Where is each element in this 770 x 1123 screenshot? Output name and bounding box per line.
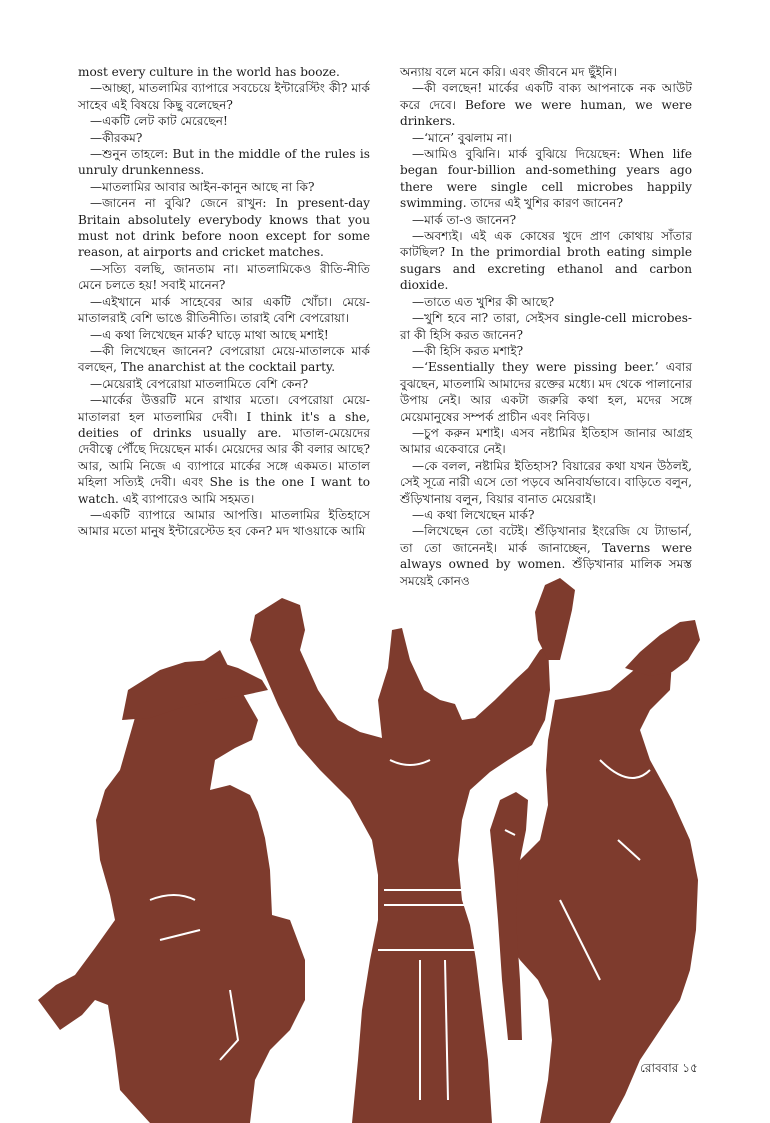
paragraph: —‘Essentially they were pissing beer.’ এবার বুঝছেন, মাতলামি আমাদের রক্তের মধ্যে। মদ থেকে পালানোর উপায় নেই। আর একটা জরুরি কথা হল, মদের সঙ্গে মেয়েমানুষের সম্পর্ক প্রাচীন এবং নিবিড়। xyxy=(400,360,692,424)
figure-anubis xyxy=(250,578,575,1123)
paragraph: —কী বলছেন! মার্কের একটি বাক্য আপনাকে নক আউট করে দেবে। Before we were human, we were drinkers. xyxy=(400,81,692,129)
paragraph: অন্যায় বলে মনে করি। এবং জীবনে মদ ছুঁইনি। xyxy=(400,65,617,79)
drinkers-illustration xyxy=(0,560,770,1123)
paragraph: —একটি ব্যাপারে আমার আপত্তি। মাতলামির ইতিহাসে আমার মতো মানুষ ইন্টারেস্টেড হব কেন? মদ খাওয়াকে আমি xyxy=(78,507,370,539)
paragraph: most every culture in the world has booze. xyxy=(78,65,340,79)
left-column xyxy=(78,64,370,540)
paragraph: —খুশি হবে না? তারা, সেইসব single-cell microbes-রা কী হিসি করত জানেন? xyxy=(400,311,692,342)
right-column xyxy=(400,64,692,589)
paragraph: —মাতলামির আবার আইন-কানুন আছে না কি? xyxy=(90,179,315,194)
page-folio: রোববার ১৫ xyxy=(640,1061,698,1075)
paragraph: —মার্ক তা-ও জানেন? xyxy=(412,212,517,227)
paragraph: —কে বলল, নষ্টামির ইতিহাস? বিয়ারের কথা যখন উঠলই, সেই সূত্রে নারী এসে তো পড়বে অনিবার্যভাবে। বাড়িতে বলুন, শুঁড়িখানায় বলুন, বিয়ার বানাত মেয়েরাই। xyxy=(400,458,692,506)
paragraph: —এইখানে মার্ক সাহেবের আর একটি খোঁচা। মেয়ে-মাতালরাই বেশি ভাঙে রীতিনীতি। তারাই বেশি বেপরোয়া। xyxy=(78,294,370,326)
paragraph: —কী লিখেছেন জানেন? বেপরোয়া মেয়ে-মাতালকে মার্ক বলছেন, The anarchist at the cocktail party. xyxy=(78,343,370,375)
paragraph: —‘মানে’ বুঝলাম না। xyxy=(412,130,512,145)
paragraph: —মেয়েরাই বেপরোয়া মাতলামিতে বেশি কেন? xyxy=(90,376,309,391)
paragraph: —আচ্ছা, মাতলামির ব্যাপারে সবচেয়ে ইন্টারেস্টিং কী? মার্ক সাহেব এই বিষয়ে কিছু বলেছেন? xyxy=(78,81,370,112)
paragraph: —জানেন না বুঝি? জেনে রাখুন: In present-day Britain absolutely everybody knows that you must not drink before noon except for some reason, at airports and cricket matches. xyxy=(78,196,370,260)
paragraph: —মার্কের উত্তরটি মনে রাখার মতো। বেপরোয়া মেয়ে-মাতালরা হল মাতলামির দেবী। I think it's a she, deities of drinks usually are. মাতাল-মেয়েদের দেবীত্বে পৌঁছে দিয়েছেন মার্ক। মেয়েদের আর কী বলার আছে? আর, আমি নিজে এ ব্যাপারে মার্কের সঙ্গে একমত। মাতাল মহিলা সত্যিই দেবী। এবং She is the one I want to watch. এই ব্যাপারেও আমি সহমত। xyxy=(78,393,370,506)
paragraph: —শুনুন তাহলে: But in the middle of the rules is unruly drunkenness. xyxy=(78,147,370,178)
paragraph: —আমিও বুঝিনি। মার্ক বুঝিয়ে দিয়েছেন: When life began four-billion and-something years ago there were single cell microbes happily swimming. তাদের এই খুশির কারণ জানেন? xyxy=(400,147,692,211)
paragraph: —সত্যি বলছি, জানতাম না। মাতলামিকেও রীতি-নীতি মেনে চলতে হয়! সবাই মানেন? xyxy=(78,261,370,293)
paragraph: —লিখেছেন তো বটেই। শুঁড়িখানার ইংরেজি যে ট্যাভার্ন, তা তো জানেনই। মার্ক জানাচ্ছেন, Taverns were always owned by women. শুঁড়িখানার মালিক সমস্ত সময়েই কোনও xyxy=(400,524,692,588)
paragraph: —চুপ করুন মশাই। এসব নষ্টামির ইতিহাস জানার আগ্রহ আমার একেবারে নেই। xyxy=(400,425,692,457)
paragraph: —এ কথা লিখেছেন মার্ক? xyxy=(412,507,535,522)
paragraph: —কীরকম? xyxy=(90,130,143,145)
paragraph: —এ কথা লিখেছেন মার্ক? ঘাড়ে মাথা আছে মশাই! xyxy=(90,327,329,342)
figure-man-with-hat xyxy=(38,650,305,1123)
paragraph: —একটি লেট কাট মেরেছেন! xyxy=(90,114,228,129)
paragraph: —অবশ্যই। এই এক কোষের খুদে প্রাণ কোথায় সাঁতার কাটছিল? In the primordial broth eating simple sugars and excreting ethanol and carbon dioxide. xyxy=(400,229,692,293)
paragraph: —কী হিসি করত মশাই? xyxy=(412,343,524,358)
paragraph: —তাতে এত খুশির কী আছে? xyxy=(412,294,555,309)
